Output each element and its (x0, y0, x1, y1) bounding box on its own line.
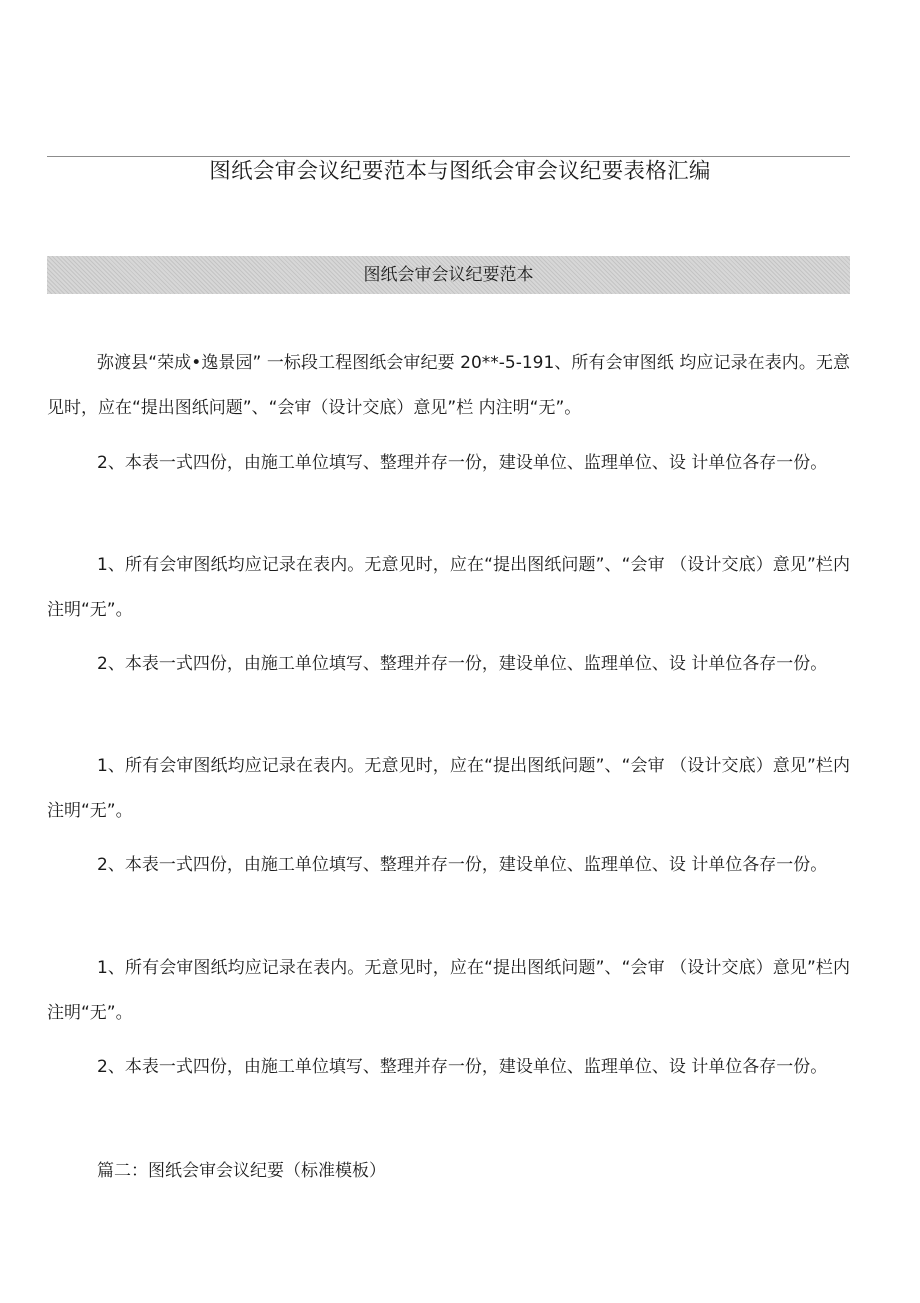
body-paragraph-1: 弥渡县“荣成•逸景园” 一标段工程图纸会审纪要 20**-5-191、所有会审图纸 均应记录在表内。无意见时，应在“提出图纸问题”、“会审（设计交底）意见”栏 内注明“无”。 (47, 353, 850, 418)
body-paragraph-7: 1、所有会审图纸均应记录在表内。无意见时，应在“提出图纸问题”、“会审 （设计交底）意见”栏内注明“无”。 (47, 958, 850, 1023)
section-two-heading: 篇二：图纸会审会议纪要（标准模板） (97, 1161, 386, 1181)
body-paragraph-3: 1、所有会审图纸均应记录在表内。无意见时，应在“提出图纸问题”、“会审 （设计交底）意见”栏内注明“无”。 (47, 555, 850, 620)
document-title: 图纸会审会议纪要范本与图纸会审会议纪要表格汇编 (209, 159, 711, 184)
body-paragraph-6: 2、本表一式四份，由施工单位填写、整理并存一份，建设单位、监理单位、设 计单位各存一份。 (97, 855, 828, 875)
body-paragraph-4: 2、本表一式四份，由施工单位填写、整理并存一份，建设单位、监理单位、设 计单位各存一份。 (97, 654, 828, 674)
body-paragraph-5: 1、所有会审图纸均应记录在表内。无意见时，应在“提出图纸问题”、“会审 （设计交底）意见”栏内注明“无”。 (47, 756, 850, 821)
body-paragraph-8: 2、本表一式四份，由施工单位填写、整理并存一份，建设单位、监理单位、设 计单位各存一份。 (97, 1057, 828, 1077)
body-paragraph-2: 2、本表一式四份，由施工单位填写、整理并存一份，建设单位、监理单位、设 计单位各存一份。 (97, 453, 828, 473)
section-heading-bar (47, 256, 850, 294)
section-heading: 图纸会审会议纪要范本 (363, 265, 534, 285)
